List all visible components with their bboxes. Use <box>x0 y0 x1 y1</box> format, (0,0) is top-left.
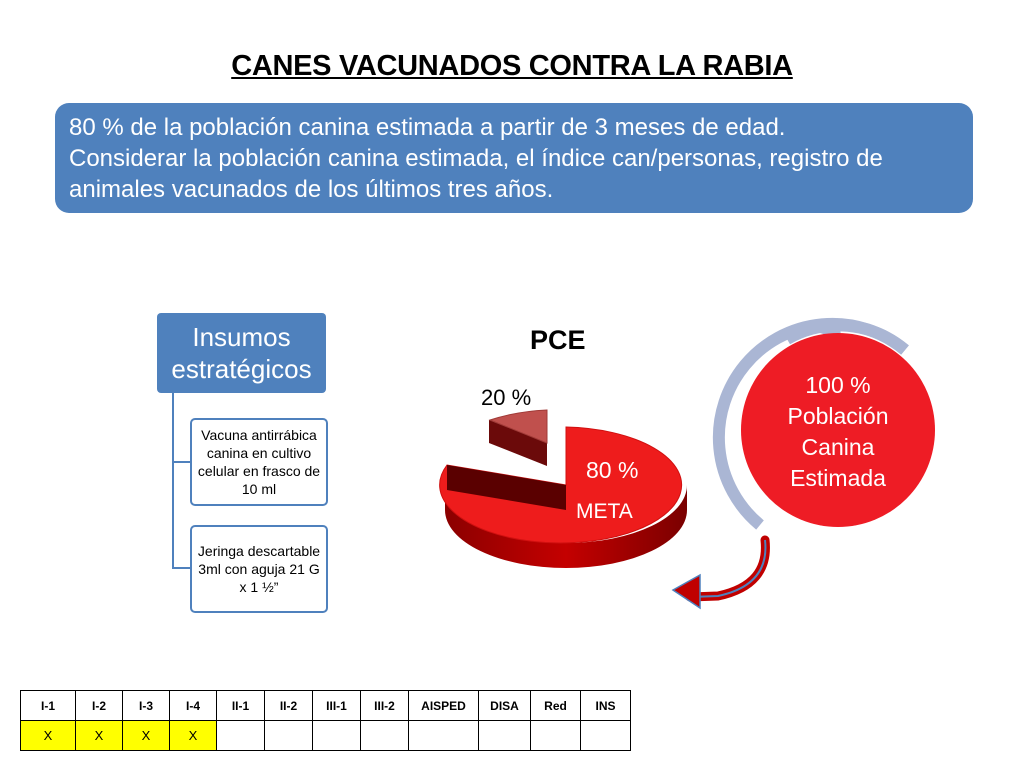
population-line-1: 100 % <box>805 372 871 398</box>
levels-table <box>20 690 631 751</box>
table-mark-cell <box>531 721 581 751</box>
pie-label-meta: META <box>576 500 633 523</box>
chart-title: PCE <box>530 325 586 355</box>
table-header-cell: II-2 <box>265 691 313 721</box>
banner-line-1: 80 % de la población canina estimada a partir de 3 meses de edad. <box>69 114 786 141</box>
table-mark-cell <box>265 721 313 751</box>
insumo-item-vacuna-text: Vacuna antirrábica canina en cultivo celular en frasco de 10 ml <box>197 427 321 497</box>
table-header-cell: II-1 <box>217 691 265 721</box>
table-header-cell: DISA <box>479 691 531 721</box>
table-header-cell: I-1 <box>21 691 76 721</box>
table-mark-cell: X <box>21 721 76 751</box>
population-line-2: Población <box>787 403 889 429</box>
table-header-cell: INS <box>581 691 631 721</box>
table-mark-cell <box>409 721 479 751</box>
insumo-item-jeringa-text: Jeringa descartable 3ml con aguja 21 G x 1 ½” <box>197 543 321 595</box>
table-header-cell: III-2 <box>361 691 409 721</box>
levels-table-marks-row <box>21 721 631 751</box>
insumos-heading-line-1: Insumos <box>192 322 291 352</box>
insumos-heading-line-2: estratégicos <box>171 354 312 384</box>
table-header-cell: I-3 <box>123 691 170 721</box>
population-label <box>771 370 905 494</box>
table-mark-cell <box>217 721 265 751</box>
table-header-cell: Red <box>531 691 581 721</box>
table-header-cell: I-4 <box>170 691 217 721</box>
table-header-cell: III-1 <box>313 691 361 721</box>
population-line-4: Estimada <box>790 465 886 491</box>
table-mark-cell <box>479 721 531 751</box>
table-header-cell: AISPED <box>409 691 479 721</box>
table-header-cell: I-2 <box>76 691 123 721</box>
table-mark-cell: X <box>76 721 123 751</box>
curved-arrow-icon-outline <box>690 540 765 597</box>
population-line-3: Canina <box>801 434 875 460</box>
table-mark-cell: X <box>123 721 170 751</box>
curved-arrow-icon <box>690 540 765 597</box>
banner-line-3: animales vacunados de los últimos tres años. <box>69 176 554 203</box>
pie-label-20: 20 % <box>481 385 532 410</box>
levels-table-header-row <box>21 691 631 721</box>
curved-arrow-head-icon <box>673 575 700 608</box>
pie-label-80: 80 % <box>586 457 639 483</box>
table-mark-cell <box>581 721 631 751</box>
banner-line-2: Considerar la población canina estimada, el índice can/personas, registro de <box>69 145 883 172</box>
page-title: CANES VACUNADOS CONTRA LA RABIA <box>231 50 793 82</box>
table-mark-cell <box>361 721 409 751</box>
table-mark-cell <box>313 721 361 751</box>
table-mark-cell: X <box>170 721 217 751</box>
